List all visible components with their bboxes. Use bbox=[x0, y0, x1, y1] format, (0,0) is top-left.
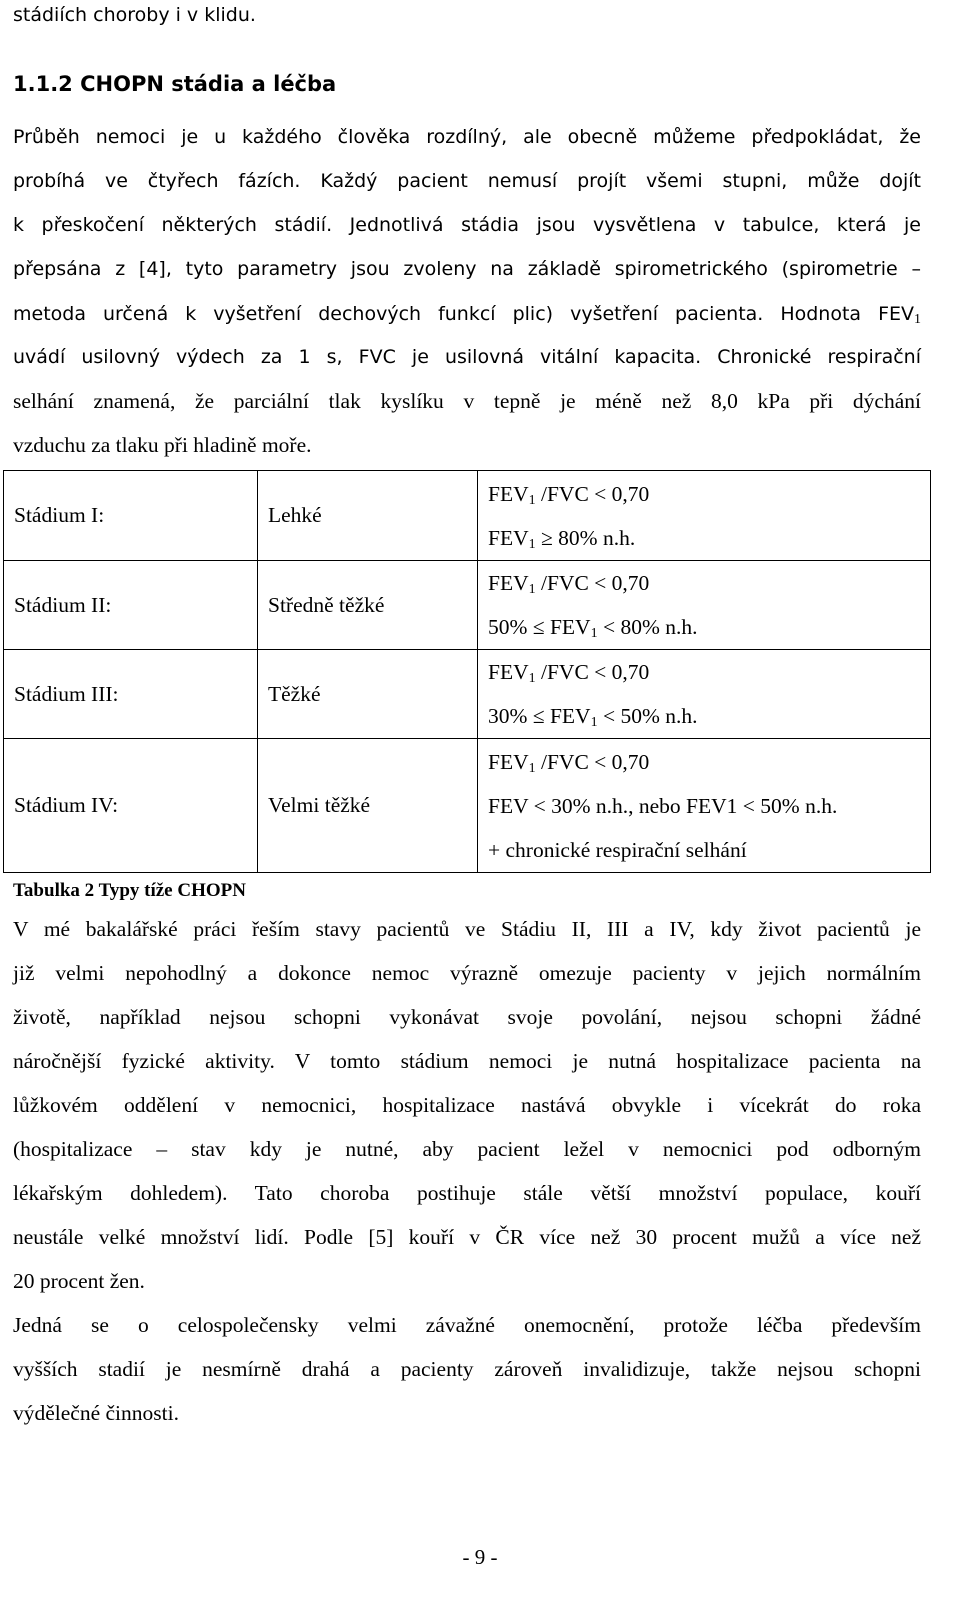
paragraph-line: uvádí usilovný výdech za 1 s, FVC je usilovná vitální kapacita. Chronické respirační bbox=[13, 346, 921, 368]
paragraph-line bbox=[13, 298, 921, 328]
criteria-line bbox=[488, 561, 920, 605]
paragraph-line: (hospitalizace – stav kdy je nutné, aby pacient ležel v nemocnici pod odborným bbox=[13, 1137, 921, 1161]
criteria-text: /FVC < 0,70 bbox=[535, 571, 650, 595]
criteria-line bbox=[488, 516, 920, 560]
paragraph-line-text: metoda určená k vyšetření dechových funkcí plic) vyšetření pacienta. Hodnota FEV bbox=[13, 303, 915, 325]
page-number: - 9 - bbox=[462, 1545, 498, 1569]
paragraph-line: výdělečné činnosti. bbox=[13, 1401, 179, 1425]
paragraph-line: přepsána z [4], tyto parametry jsou zvoleny na základě spirometrického (spirometrie – bbox=[13, 258, 921, 280]
paragraph-line: k přeskočení některých stádií. Jednotlivá stádia jsou vysvětlena v tabulce, která je bbox=[13, 214, 921, 236]
severity-cell: Lehké bbox=[258, 471, 478, 561]
subscript: 1 bbox=[590, 626, 598, 641]
criteria-cell bbox=[478, 471, 931, 561]
paragraph-line: lůžkovém oddělení v nemocnici, hospitalizace nastává obvykle i vícekrát do roka bbox=[13, 1093, 921, 1117]
section-heading: 1.1.2 CHOPN stádia a léčba bbox=[13, 72, 337, 96]
criteria-text: FEV bbox=[488, 749, 529, 774]
severity-cell: Středně těžké bbox=[258, 561, 478, 650]
top-line: stádiích choroby i v klidu. bbox=[13, 4, 256, 26]
criteria-line bbox=[488, 472, 920, 516]
paragraph-line: Jedná se o celospolečensky velmi závažné onemocnění, protože léčba především bbox=[13, 1313, 921, 1337]
criteria-line bbox=[488, 650, 920, 694]
subscript: 1 bbox=[528, 492, 536, 508]
criteria-line bbox=[488, 740, 920, 784]
criteria-text: /FVC < 0,70 bbox=[535, 481, 650, 506]
paragraph-line: vyšších stadií je nesmírně drahá a pacienty zároveň invalidizuje, takže nejsou schopni bbox=[13, 1357, 921, 1381]
stage-cell: Stádium III: bbox=[4, 650, 258, 739]
stage-cell: Stádium IV: bbox=[4, 739, 258, 873]
criteria-line: FEV < 30% n.h., nebo FEV1 < 50% n.h. bbox=[488, 793, 838, 818]
criteria-text: FEV bbox=[488, 660, 529, 684]
paragraph-line: vzduchu za tlaku při hladině moře. bbox=[13, 433, 312, 457]
paragraph-line: lékařským dohledem). Tato choroba postihuje stále větší množství populace, kouří bbox=[13, 1181, 921, 1205]
criteria-text: /FVC < 0,70 bbox=[535, 749, 650, 774]
subscript: 1 bbox=[590, 715, 598, 730]
criteria-text: FEV bbox=[488, 571, 529, 595]
table-row bbox=[4, 739, 931, 873]
paragraph-line: životě, například nejsou schopni vykonávat svoje povolání, nejsou schopni žádné bbox=[13, 1005, 921, 1029]
subscript: 1 bbox=[528, 582, 536, 597]
table-row bbox=[4, 650, 931, 739]
criteria-line: + chronické respirační selhání bbox=[488, 837, 747, 862]
severity-cell: Těžké bbox=[258, 650, 478, 739]
table-row bbox=[4, 471, 931, 561]
stage-cell: Stádium II: bbox=[4, 561, 258, 650]
criteria-cell bbox=[478, 739, 931, 873]
severity-cell: Velmi těžké bbox=[258, 739, 478, 873]
subscript: 1 bbox=[528, 536, 536, 552]
criteria-text: < 80% n.h. bbox=[597, 615, 698, 639]
subscript: 1 bbox=[528, 671, 536, 686]
paragraph-line: již velmi nepohodlný a dokonce nemoc výrazně omezuje pacienty v jejich normálním bbox=[13, 961, 921, 985]
paragraph-line: náročnější fyzické aktivity. V tomto stádium nemoci je nutná hospitalizace pacienta na bbox=[13, 1049, 921, 1073]
criteria-cell bbox=[478, 650, 931, 739]
criteria-text: 30% ≤ FEV bbox=[488, 704, 591, 728]
table-row bbox=[4, 561, 931, 650]
criteria-text: < 50% n.h. bbox=[597, 704, 698, 728]
paragraph-line: Průběh nemoci je u každého člověka rozdílný, ale obecně můžeme předpokládat, že bbox=[13, 126, 921, 148]
criteria-text: 50% ≤ FEV bbox=[488, 615, 591, 639]
paragraph-line: neustále velké množství lidí. Podle [5] kouří v ČR více než 30 procent mužů a více než bbox=[13, 1225, 921, 1249]
criteria-text: FEV bbox=[488, 481, 529, 506]
criteria-text: ≥ 80% n.h. bbox=[535, 525, 636, 550]
criteria-line bbox=[488, 694, 920, 738]
stage-cell: Stádium I: bbox=[4, 471, 258, 561]
subscript: 1 bbox=[528, 760, 536, 776]
stages-table bbox=[3, 470, 931, 873]
table-caption: Tabulka 2 Typy tíže CHOPN bbox=[13, 880, 246, 901]
paragraph-line: 20 procent žen. bbox=[13, 1269, 145, 1293]
criteria-cell bbox=[478, 561, 931, 650]
criteria-text: FEV bbox=[488, 525, 529, 550]
paragraph-line: probíhá ve čtyřech fázích. Každý pacient nemusí projít všemi stupni, může dojít bbox=[13, 170, 921, 192]
subscript: 1 bbox=[914, 312, 921, 327]
paragraph-line: selhání znamená, že parciální tlak kyslíku v tepně je méně než 8,0 kPa při dýchání bbox=[13, 389, 921, 413]
criteria-text: /FVC < 0,70 bbox=[535, 660, 650, 684]
criteria-line bbox=[488, 605, 920, 649]
paragraph-line: V mé bakalářské práci řeším stavy pacientů ve Stádiu II, III a IV, kdy život pacientů je bbox=[13, 917, 921, 941]
